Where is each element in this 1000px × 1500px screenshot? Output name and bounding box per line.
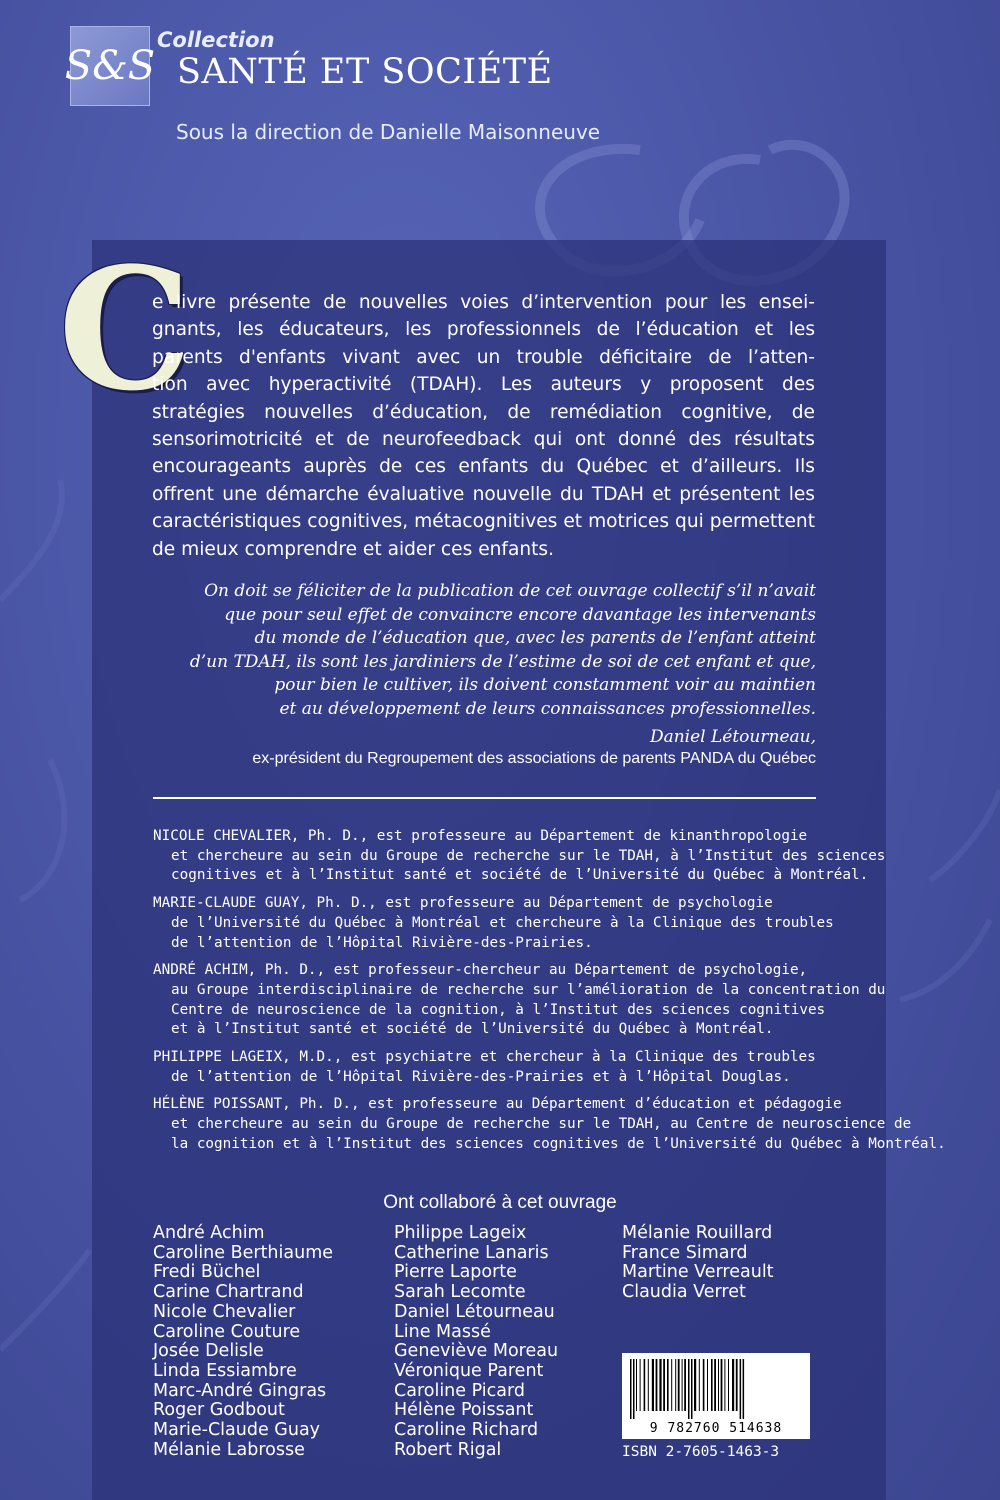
barcode-bar	[667, 1359, 669, 1411]
series-header	[64, 26, 770, 144]
barcode-bar	[699, 1359, 700, 1411]
barcode-bar	[656, 1359, 658, 1411]
collaborator-name: Caroline Richard	[394, 1420, 539, 1441]
barcode	[622, 1353, 810, 1439]
series-logo	[64, 26, 156, 106]
collaborator-name: Geneviève Moreau	[394, 1341, 559, 1362]
intro-line: caractéristiques cognitives, métacognitives et motrices qui permettent	[152, 511, 815, 533]
logo-letters: S&S	[64, 43, 156, 89]
quote-line: du monde de l’éducation que, avec les parents de l’enfant atteint	[254, 628, 816, 649]
testimonial-quote	[168, 580, 816, 770]
barcode-bar	[682, 1359, 683, 1411]
barcode-bar	[691, 1359, 693, 1419]
author-bio-line: Centre de neuroscience de la cognition, à l’Institut des sciences cognitives	[171, 1001, 826, 1018]
series-director: Sous la direction de Danielle Maisonneuve	[176, 120, 601, 144]
collaborator-name: Daniel Létourneau	[394, 1301, 555, 1322]
barcode-bar	[740, 1359, 742, 1419]
barcode-bar	[663, 1359, 665, 1411]
intro-line: de mieux comprendre et aider ces enfants.	[152, 538, 555, 560]
isbn-number: ISBN 2-7605-1463-3	[622, 1444, 780, 1460]
barcode-bar	[671, 1359, 672, 1411]
barcode-bar	[728, 1359, 729, 1411]
author-bio-line: PHILIPPE LAGEIX, M.D., est psychiatre et chercheur à la Clinique des troubles	[153, 1049, 816, 1066]
author-bio-line: au Groupe interdisciplinaire de recherche sur l’amélioration de la concentration du	[171, 981, 886, 998]
author-bios	[153, 827, 946, 1163]
quote-line: que pour seul effet de convaincre encore davantage les intervenants	[224, 604, 816, 625]
barcode-bar	[688, 1359, 690, 1419]
author-bio-line: et à l’Institut santé et société de l’Université du Québec à Montréal.	[171, 1021, 774, 1038]
author-bio-line: et chercheure au sein du Groupe de recherche sur le TDAH, au Centre de neuroscience de	[171, 1116, 912, 1133]
intro-line: stratégies nouvelles d’éducation, de remédiation cognitive, de	[152, 401, 815, 423]
barcode-bar	[684, 1359, 686, 1411]
barcode-digits: 9 782760 514638	[649, 1421, 783, 1436]
collaborator-name: Line Massé	[394, 1321, 491, 1342]
collaborator-name: Marc-André Gingras	[153, 1380, 327, 1401]
collaborator-name: Fredi Büchel	[153, 1262, 261, 1283]
quote-line: pour bien le cultiver, ils doivent constamment voir au maintien	[274, 675, 816, 696]
series-title: SANTÉ ET SOCIÉTÉ	[177, 52, 553, 92]
quote-text	[168, 580, 816, 722]
collaborator-name: Carine Chartrand	[153, 1282, 304, 1303]
barcode-bar	[633, 1359, 635, 1419]
intro-line: gnants, les éducateurs, les professionnels de l’éducation et les	[152, 319, 815, 341]
collaborator-name: Véronique Parent	[394, 1360, 544, 1381]
collaborator-name: Roger Godbout	[153, 1400, 285, 1421]
barcode-bar	[636, 1359, 637, 1411]
quote-line: d’un TDAH, ils sont les jardiniers de l’estime de soi de cet enfant et que,	[189, 651, 816, 672]
barcode-bar	[711, 1359, 713, 1411]
author-bio-line: et chercheure au sein du Groupe de recherche sur le TDAH, à l’Institut des sciences	[171, 847, 886, 864]
author-bio-line: de l’attention de l’Hôpital Rivière-des-Prairies.	[171, 934, 593, 951]
intro-line: parents d'enfants vivant avec un trouble déficitaire de l’atten-	[152, 346, 815, 368]
intro-line: sensorimotricité et de neurofeedback qui ont donné des résultats	[152, 429, 815, 451]
collaborators-title: Ont collaboré à cet ouvrage	[383, 1192, 617, 1213]
barcode-bar	[714, 1359, 716, 1411]
barcode-bar	[694, 1359, 696, 1411]
barcode-bar	[659, 1359, 661, 1411]
collaborators-column-2	[394, 1224, 558, 1460]
barcode-bar	[724, 1359, 725, 1411]
drop-cap: C	[58, 230, 192, 428]
author-bio-line: ANDRÉ ACHIM, Ph. D., est professeur-chercheur au Département de psychologie,	[153, 962, 808, 979]
barcode-bar	[675, 1359, 676, 1411]
collaborator-name: Caroline Picard	[394, 1380, 525, 1401]
author-bio-line: NICOLE CHEVALIER, Ph. D., est professeure au Département de kinanthropologie	[153, 828, 808, 844]
barcode-bar	[648, 1359, 649, 1411]
collaborators-column-1	[153, 1224, 333, 1460]
intro-paragraph	[152, 289, 815, 563]
collaborator-name: Mélanie Rouillard	[622, 1223, 773, 1243]
author-bio	[153, 1048, 833, 1087]
author-bio-line: MARIE-CLAUDE GUAY, Ph. D., est professeure au Département de psychologie	[153, 895, 773, 912]
barcode-bar	[644, 1359, 646, 1411]
barcode-bar	[718, 1359, 719, 1411]
series-logo-icon	[64, 27, 156, 105]
collaborator-name: Pierre Laporte	[394, 1262, 517, 1283]
collaborator-name: Linda Essiambre	[153, 1360, 297, 1381]
barcode-bar	[736, 1359, 738, 1411]
quote-author-role: ex-président du Regroupement des associations de parents PANDA du Québec	[252, 749, 816, 767]
barcode-bar	[732, 1359, 734, 1411]
author-bio	[153, 1095, 946, 1154]
collection-label: Collection	[157, 28, 275, 52]
author-bio	[153, 827, 886, 886]
barcode-bar	[721, 1359, 723, 1411]
collaborator-name: Catherine Lanaris	[394, 1242, 549, 1263]
collaborator-name: Marie-Claude Guay	[153, 1420, 321, 1441]
author-bio	[153, 894, 833, 953]
collaborator-name: Hélène Poissant	[394, 1400, 534, 1421]
barcode-bar	[652, 1359, 654, 1411]
barcode-bar	[707, 1359, 708, 1411]
quote-line: et au développement de leurs connaissances professionnelles.	[279, 698, 816, 719]
collaborator-name: Nicole Chevalier	[153, 1301, 296, 1322]
author-bio	[153, 961, 886, 1040]
barcode-bars-icon	[622, 1353, 810, 1421]
intro-line: encourageants auprès de ces enfants du Québec et d’ailleurs. Ils	[152, 456, 815, 478]
collaborator-name: Caroline Couture	[153, 1321, 301, 1342]
author-bio-line: cognitives et à l’Institut santé et société de l’Université du Québec à Montréal.	[171, 867, 869, 884]
quote-author: Daniel Létourneau,	[649, 726, 816, 747]
barcode-bar	[703, 1359, 705, 1411]
collaborator-name: Josée Delisle	[153, 1341, 264, 1362]
collaborator-name: Martine Verreault	[622, 1262, 774, 1283]
collaborator-name: Claudia Verret	[622, 1282, 746, 1303]
intro-line: offrent une démarche évaluative nouvelle du TDAH et présentent les	[152, 483, 815, 505]
barcode-bar	[743, 1359, 745, 1419]
author-bio-line: HÉLÈNE POISSANT, Ph. D., est professeure au Département d’éducation et pédagogie	[153, 1096, 842, 1113]
barcode-bar	[678, 1359, 680, 1411]
collaborator-name: Sarah Lecomte	[394, 1282, 526, 1303]
barcode-bar	[630, 1359, 632, 1419]
collaborators-column-3	[622, 1224, 774, 1303]
intro-line: tion avec hyperactivité (TDAH). Les auteurs y proposent des	[152, 374, 815, 396]
collaborator-name: France Simard	[622, 1242, 748, 1263]
quote-line: On doit se féliciter de la publication de cet ouvrage collectif s’il n’avait	[204, 581, 816, 601]
collaborator-name: André Achim	[153, 1223, 265, 1243]
collaborator-name: Caroline Berthiaume	[153, 1242, 334, 1263]
barcode-bar	[640, 1359, 641, 1411]
section-divider	[153, 797, 816, 799]
author-bio-line: la cognition et à l’Institut des sciences cognitives de l’Université du Québec à Montréal.	[171, 1135, 946, 1152]
collaborator-name: Robert Rigal	[394, 1439, 502, 1460]
author-bio-line: de l’Université du Québec à Montréal et chercheure à la Clinique des troubles	[171, 914, 834, 931]
collaborator-name: Philippe Lageix	[394, 1223, 527, 1243]
author-bio-line: de l’attention de l’Hôpital Rivière-des-Prairies et à l’Hôpital Douglas.	[171, 1068, 791, 1085]
collaborator-name: Mélanie Labrosse	[153, 1439, 305, 1460]
intro-line: e livre présente de nouvelles voies d’intervention pour les ensei-	[152, 292, 815, 313]
